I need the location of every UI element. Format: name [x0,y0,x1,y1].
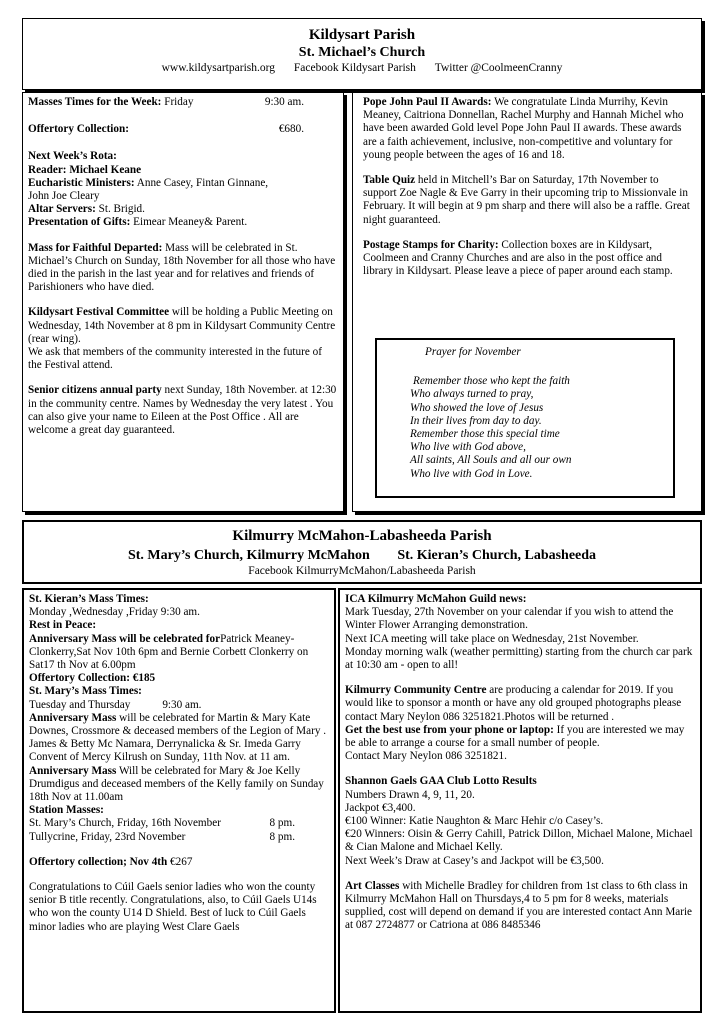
kieran-mass-times: Monday ,Wednesday ,Friday 9:30 am. [29,606,200,619]
offertory-label: Offertory Collection: [28,123,129,136]
festival-committee: Kildysart Festival Committee will be holding a Public Meeting on Wednesday, 14th November at 8 pm in Kildysart Community Centre (rear wing). [28,306,336,345]
facebook-link[interactable]: Facebook Kildysart Parish [293,62,416,74]
art-classes: Art Classes with Michelle Bradley for children from 1st class to 6th class in Kilmurry McMahon Hall on Thursdays,4 to 5 pm for 8 weeks, materials supplied, cost will depend on demand if you are interested contact Ann Marie at 087 2724877 or Catriona at 086 8485346 [345,879,693,932]
station-mass-2: Tullycrine, Friday, 23rd November 8 pm. [29,830,295,843]
postage-stamps: Postage Stamps for Charity: Collection boxes are in Kildysart, Coolmeen and Cranny Churches and are also in the post office and library in Kildysart. Please leave a piece of paper around each stamp. [363,238,673,278]
masses-times [28,96,338,109]
lotto-line: Jackpot €3,400. [345,801,416,814]
anniversary-mass-2: Anniversary Mass will be celebrated for Martin & Mary Kate Downes, Crossmore & deceased members of the Legion of Mary . James & Betty Mc Namara, Derrynalicka & Sr. Imeda Garry Convent of Mercy Kilrush on Sunday, 11th Nov. at 11 am. [29,711,327,764]
masses-day: Friday [164,96,194,108]
prayer-box [375,338,675,498]
kieran-mass-label: St. Kieran’s Mass Times: [29,593,149,605]
prayer-line: Who live with God above, [410,441,526,454]
rota-servers: Altar Servers: St. Brigid. [28,203,145,216]
kildysart-right-column [352,92,702,512]
prayer-line: Who always turned to pray, [410,388,534,401]
prayer-line: Remember those this special time [410,428,560,441]
festival-committee-note: We ask that members of the community interested in the future of the Festival attend. [28,346,322,372]
offertory-amount: €680. [278,123,304,136]
kildysart-left-column [22,92,344,512]
ica-walk: Monday morning walk (weather permitting) starting from the church car park at 10:30 am - open to all! [345,645,693,672]
pope-awards: Pope John Paul II Awards: We congratulate Linda Murrihy, Kevin Meaney, Caitriona Donnellan, Rachel Murphy and Hannah Michel who have been awarded Gold level Pope John Paul II awards. These awards are a faith achievement, inclusive, non-competitive and voluntary for young people between the ages of 16 and 18. [363,96,684,161]
prayer-line: All saints, All Souls and all our own [410,454,572,467]
lotto-results-label: Shannon Gaels GAA Club Lotto Results [345,775,537,788]
lotto-line: Numbers Drawn 4, 9, 11, 20. [345,788,475,801]
community-centre-calendar: Kilmurry Community Centre are producing a calendar for 2019. If you would like to sponsor a month or have any old grouped photographs please contact Mary Neylon 086 3251821.Photos will be returned . [345,684,682,723]
kildysart-header [22,18,702,90]
prayer-line: Remember those who kept the faith [413,375,570,388]
prayer-title: Prayer for November [425,346,521,358]
phone-laptop-course: Get the best use from your phone or laptop: If you are interested we may be able to arrange a course for a small number of people. [345,723,685,750]
ica-meeting: Next ICA meeting will take place on Wednesday, 21st November. [345,632,639,645]
rota-ministers: Eucharistic Ministers: Anne Casey, Fintan Ginnane, [28,176,269,189]
anniversary-mass-3: Anniversary Mass Will be celebrated for Mary & Joe Kelly Drumdigus and deceased members of the Kelly family on Sunday 18th Nov at 11.00am [29,764,324,804]
rota-heading: Next Week’s Rota: [28,150,117,163]
church-name-2: St. Kieran’s Church, Labasheeda [397,548,597,563]
station-mass-1: St. Mary’s Church, Friday, 16th November 8 pm. [29,817,295,830]
masses-label: Masses Times for the Week: [28,96,162,108]
mary-mass-label: St. Mary’s Mass Times: [29,685,142,698]
prayer-line: Who showed the love of Jesus [410,401,544,414]
lotto-line: Next Week’s Draw at Casey’s and Jackpot will be €3,500. [345,854,604,867]
phone-course-contact: Contact Mary Neylon 086 3251821. [345,750,507,763]
faithful-departed: Mass for Faithful Departed: Mass will be celebrated in St. Michael’s Church on Sunday, 18th November for all those who have died in the parish in the last year and for relatives and friends of Parishioners who have died. [28,241,336,294]
church-name-1: St. Mary’s Church, Kilmurry McMahon [127,548,370,563]
kilmurry-right-column [338,588,702,1013]
rest-in-peace: Rest in Peace: [29,619,97,632]
prayer-line: Who live with God in Love. [410,467,533,480]
parish-title: Kildysart Parish [308,27,416,43]
offertory-collection-2: Offertory Collection: €185 [29,672,156,685]
ica-guild-label: ICA Kilmurry McMahon Guild news: [345,593,527,605]
table-quiz: Table Quiz held in Mitchell’s Bar on Saturday, 17th November to support Zoe Nagle & Eve Garry in their upcoming trip to Missionvale in February. It will begin at 9 pm sharp and there will also be a raffle. Great night guaranteed. [363,174,690,226]
lotto-line: €100 Winner: Katie Naughton & Marc Hehir c/o Casey’s. [345,815,604,828]
prayer-line: In their lives from day to day. [410,414,542,427]
lotto-line: €20 Winners: Oisin & Gerry Cahill, Patrick Dillon, Michael Malone, Michael & Cian Malone and Michael Kelly. [345,828,693,854]
kilmurry-header [22,520,702,584]
cuil-gaels-congrats: Congratulations to Cúil Gaels senior ladies who won the county senior B title recently. Congratulations, also, to Cúil Gaels U14s who won the county U14 D Shield. Best of luck to Cúil Gaels minor ladies who are playing West Clare Gaels [29,881,317,933]
kilmurry-left-column [22,588,336,1013]
church-name: St. Michael’s Church [298,45,426,60]
rota-reader: Reader: Michael Keane [28,163,142,176]
website-link[interactable]: www.kildysartparish.org [161,62,275,74]
facebook-link-2[interactable]: Facebook KilmurryMcMahon/Labasheeda Parish [248,565,476,577]
anniversary-mass-1: Anniversary Mass will be celebrated forPatrick Meaney-Clonkerry,Sat Nov 10th 6pm and Bernie Corbett Clonkerry on Sat17 th Nov at 6.00pm [29,632,309,672]
station-masses-label: Station Masses: [29,804,104,817]
offertory-collection [28,123,338,136]
mary-mass-times: Tuesday and Thursday 9:30 am. [29,698,202,711]
ica-flower-demo: Mark Tuesday, 27th November on your calendar if you wish to attend the Winter Flower Arranging demonstration. [345,606,674,632]
rota-ministers-cont: John Joe Cleary [28,190,100,203]
parish-title-2: Kilmurry McMahon-Labasheeda Parish [232,528,492,544]
masses-time: 9:30 am. [264,96,304,108]
rota-gifts: Presentation of Gifts: Eimear Meaney& Parent. [28,216,248,229]
offertory-collection-3: Offertory collection; Nov 4th €267 [29,855,193,868]
contact-links [23,61,701,75]
senior-citizens-party: Senior citizens annual party next Sunday, 18th November. at 12:30 in the community centre. Names by Wednesday the very latest . You can also give your name to Eileen at the Post Office . All are welcome a great day guaranteed. [28,384,337,437]
twitter-link[interactable]: Twitter @CoolmeenCranny [434,62,563,74]
church-names [24,547,700,564]
